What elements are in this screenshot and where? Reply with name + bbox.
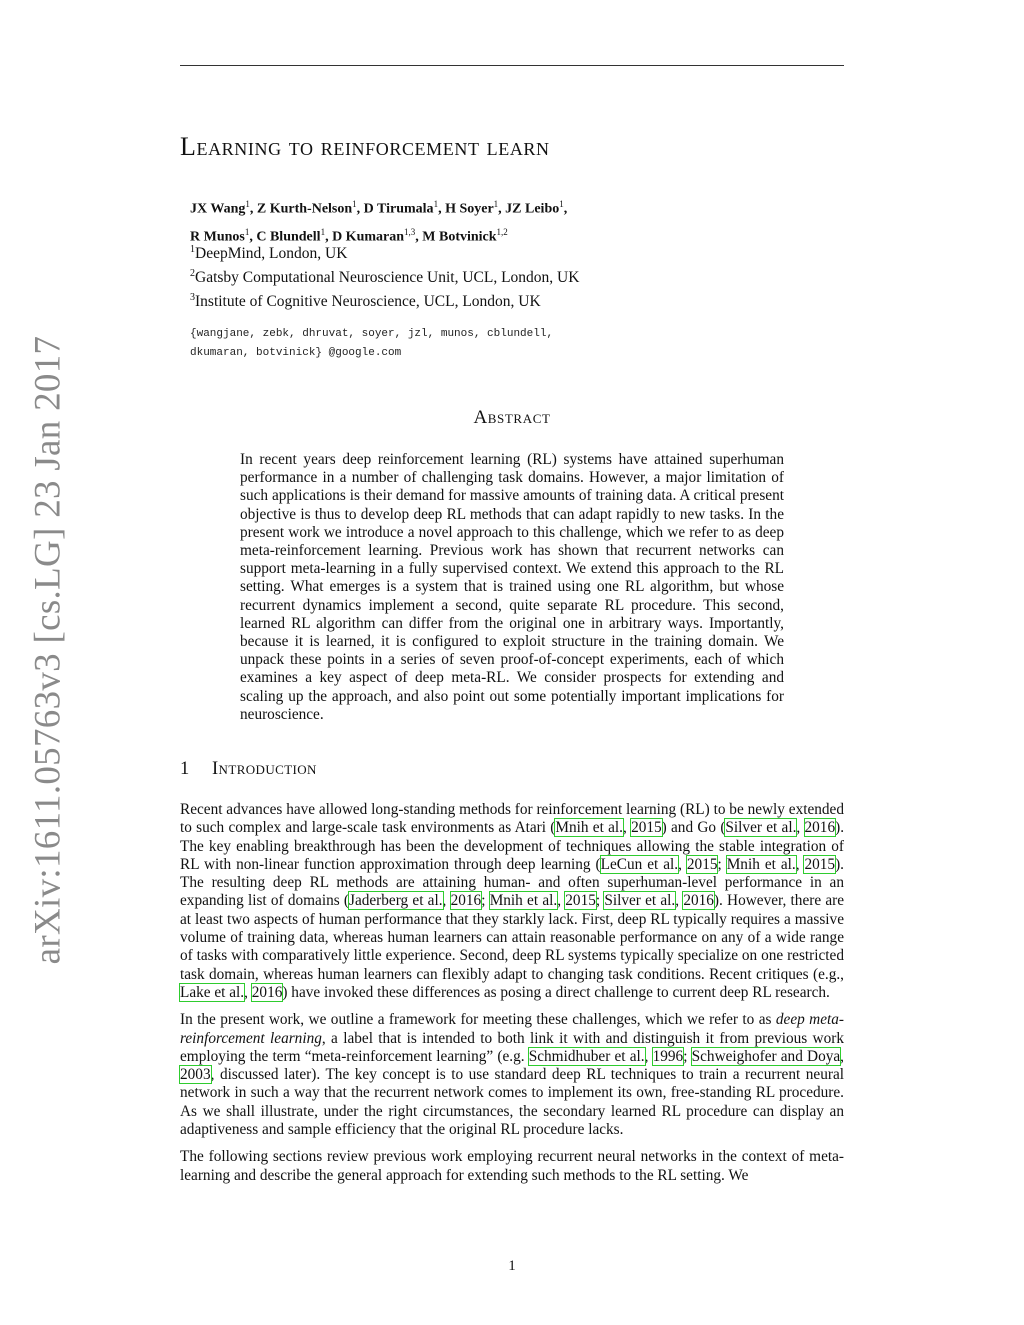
author-affiliation-marker: 1 [433,199,439,209]
body-text-run: The following sections review previous work employing recurrent neural networks in the context of meta-learning and describe the general approach for extending such methods to the RL setting. We [180,1148,844,1184]
author-name: C Blundell [256,229,321,245]
citation-link[interactable]: Mnih et al. [555,819,623,837]
body-text-run: , [796,819,805,837]
author-emails [190,325,810,363]
citation-link[interactable]: Schmidhuber et al. [528,1047,645,1065]
author-affiliation-marker: 1 [244,226,250,237]
body-text-run: ; [595,892,605,910]
author-affiliation-marker: 1,2 [496,226,508,237]
citation-link[interactable]: Lake et al. [180,983,245,1001]
body-paragraph [180,801,844,1002]
body-text-run: , a label that is intended to both link it with and distinguish it from previous work employing the term “meta-reinforcement learning” (e.g. [180,1029,844,1065]
body-text-run: ; [683,1047,692,1065]
citation-link[interactable]: Mnih et al. [726,855,796,873]
citation-link[interactable]: Schweighofer and Doya [691,1047,841,1065]
affiliation-marker: 2 [190,268,195,280]
page-number: 1 [508,1258,516,1274]
citation-link[interactable]: 2016 [251,983,283,1001]
author-name: M Botvinick [422,229,497,245]
author-affiliation-marker: 1 [320,226,326,237]
author-name: R Munos [190,229,245,245]
affiliation [190,288,810,312]
body-text-run: Recent advances have allowed long-standing methods for reinforcement learning (RL) to be newly extended to such complex and large-scale task environments as Atari ( [180,801,844,837]
section-title: Introduction [212,759,317,779]
citation-link[interactable]: Jaderberg et al. [349,892,443,910]
body-text-run: ) and Go ( [661,819,726,837]
body-text-run: , [244,983,252,1001]
author-name: D Kumaran [332,229,405,245]
body-text-run: ; [717,855,727,873]
emphasized-term: deep meta-reinforcement learning [180,1011,845,1047]
introduction-body [180,801,844,1194]
citation-link[interactable]: 2003 [180,1066,211,1084]
body-text-run: , [442,892,451,910]
header-rule [180,65,844,66]
citation-link[interactable]: Silver et al. [725,819,797,837]
affiliation [190,240,810,264]
citation-link[interactable]: Silver et al. [604,892,676,910]
affiliation [190,264,810,288]
email-line: {wangjane, zebk, dhruvat, soyer, jzl, munos, cblundell, [190,328,554,340]
affiliation-text: DeepMind, London, UK [195,245,348,263]
body-text-run: , [622,819,632,837]
author-name: JZ Leibo [505,201,560,217]
author-name: Z Kurth-Nelson [256,201,353,217]
body-text-run: , [840,1047,844,1065]
body-text-run: , [557,892,566,910]
body-text-run: , [675,892,684,910]
body-text-run: , [678,855,687,873]
citation-link[interactable]: Mnih et al. [489,892,558,910]
body-text-run: ). The key enabling breakthrough has been the development of techniques allowing the stable integration of RL with non-linear function approximation through deep learning ( [180,819,845,873]
affiliation-list [190,240,810,312]
section-heading-introduction [180,759,844,780]
affiliation-text: Institute of Cognitive Neuroscience, UCL, London, UK [195,293,541,311]
email-line: dkumaran, botvinick} @google.com [190,347,402,359]
abstract-heading: Abstract [473,407,551,428]
section-number: 1 [180,759,190,779]
body-paragraph [180,1148,844,1185]
author-affiliation-marker: 1 [559,199,564,209]
body-text-run: ). However, there are at least two aspects of human performance that they starkly lack. First, deep RL typically requires a massive volume of training data, whereas human learners can attain reasonable performance on any of a wide range of tasks with comparatively little experience. Second, deep RL systems typically specialize on one restricted task domain, whereas human learners can flexibly adapt to changing task conditions. Recent critiques (e.g., [180,892,845,983]
author-affiliation-marker: 1 [352,199,357,209]
affiliation-text: Gatsby Computational Neuroscience Unit, UCL, London, UK [195,269,580,287]
abstract-body: In recent years deep reinforcement learning (RL) systems have attained superhuman performance in a number of challenging task domains. However, a major limitation of such applications is their demand for massive amounts of training data. A critical present objective is thus to develop deep RL methods that can adapt rapidly to new tasks. In the present work we introduce a novel approach to this challenge, which we refer to as deep meta-reinforcement learning. Previous work has shown that recurrent networks can support meta-learning in a fully supervised context. We extend this approach to the RL setting. What emerges is a system that is trained using one RL algorithm, but whose recurrent dynamics implement a second, quite separate RL procedure. This second, learned RL algorithm can differ from the original one in arbitrary ways. Importantly, because it is learned, it is configured to exploit structure in the training domain. We unpack these points in a series of seven proof-of-concept experiments, each of which examines a key aspect of deep meta-RL. We consider prospects for extending and scaling up the approach, and also point out some potentially important implications for neuroscience. [240,451,784,723]
body-text-run: ). The resulting deep RL methods are attaining human- and often superhuman-level performance in an expanding list of domains ( [180,855,844,910]
citation-link[interactable]: 2015 [804,855,836,873]
body-text-run: , [795,855,805,873]
citation-link[interactable]: 2015 [631,819,662,837]
body-paragraph [180,1011,844,1139]
author-name: D Tirumala [363,201,434,217]
body-text-run: , [644,1047,653,1065]
author-affiliation-marker: 1 [245,199,250,209]
author-affiliation-marker: 1,3 [404,226,416,237]
author-affiliation-marker: 1 [493,199,499,209]
citation-link[interactable]: 1996 [652,1047,684,1065]
body-text-run: ; [481,892,490,910]
author-line-2: R Munos$^1$, C Blundell$^1$, D Kumaran$^{1,3}$, M Botvinick$^{1,2}$ [190,226,508,245]
citation-link[interactable]: 2015 [686,855,718,873]
author-name: H Soyer [445,201,494,217]
paper-title: Learning to reinforcement learn [180,132,550,161]
citation-link[interactable]: 2016 [450,892,482,910]
citation-link[interactable]: 2015 [565,892,596,910]
body-text-run: In the present work, we outline a framework for meeting these challenges, which we refer to as [180,1011,776,1029]
arxiv-identifier: arXiv:1611.05763v3 [cs.LG] 23 Jan 2017 [27,335,69,965]
citation-link[interactable]: 2016 [804,819,836,837]
author-name: JX Wang [190,201,246,217]
citation-link[interactable]: 2016 [683,892,714,910]
affiliation-marker: 1 [190,244,195,255]
body-text-run: ) have invoked these differences as posing a direct challenge to current deep RL research. [282,983,830,1001]
citation-link[interactable]: LeCun et al. [600,855,679,873]
author-line-1: JX Wang$^1$, Z Kurth-Nelson$^1$, D Tirumala$^1$, H Soyer$^1$, JZ Leibo$^1$, [190,199,568,217]
body-text-run: , discussed later). The key concept is to use standard deep RL techniques to train a recurrent neural network in such a way that the recurrent network comes to implement its own, free-standing RL procedure. As we shall illustrate, under the right circumstances, the secondary learned RL procedure can display an adaptiveness and sample efficiency that the original RL procedure lacks. [180,1066,844,1139]
affiliation-marker: 3 [190,292,195,304]
